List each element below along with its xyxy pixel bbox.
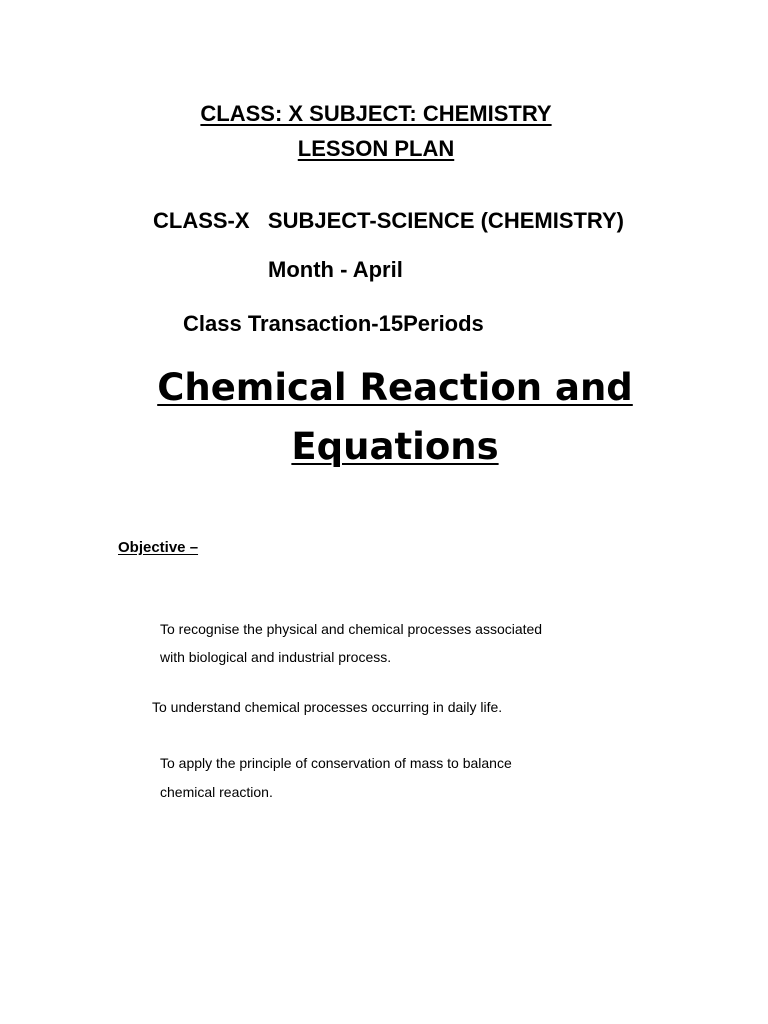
objective-item-1-line-1: To recognise the physical and chemical processes associated — [160, 621, 543, 637]
class-subject-line: CLASS-X SUBJECT-SCIENCE (CHEMISTRY) — [153, 208, 625, 233]
objective-heading: Objective – — [118, 539, 199, 556]
chapter-title-line-1: Chemical Reaction and — [157, 366, 633, 409]
chapter-title — [0, 358, 768, 476]
objective-item-3-line-1: To apply the principle of conservation of mass to balance — [160, 755, 512, 771]
objective-item-1-line-2: with biological and industrial process. — [160, 649, 392, 665]
header-lesson-plan: LESSON PLAN — [297, 136, 455, 161]
header-class-subject: CLASS: X SUBJECT: CHEMISTRY — [200, 101, 552, 126]
chapter-title-line-2: Equations — [291, 425, 499, 468]
class-transaction-line: Class Transaction-15Periods — [183, 311, 484, 336]
objective-item-3-line-2: chemical reaction. — [160, 784, 273, 800]
month-line: Month - April — [268, 257, 403, 282]
objective-item-2: To understand chemical processes occurring in daily life. — [152, 699, 503, 715]
